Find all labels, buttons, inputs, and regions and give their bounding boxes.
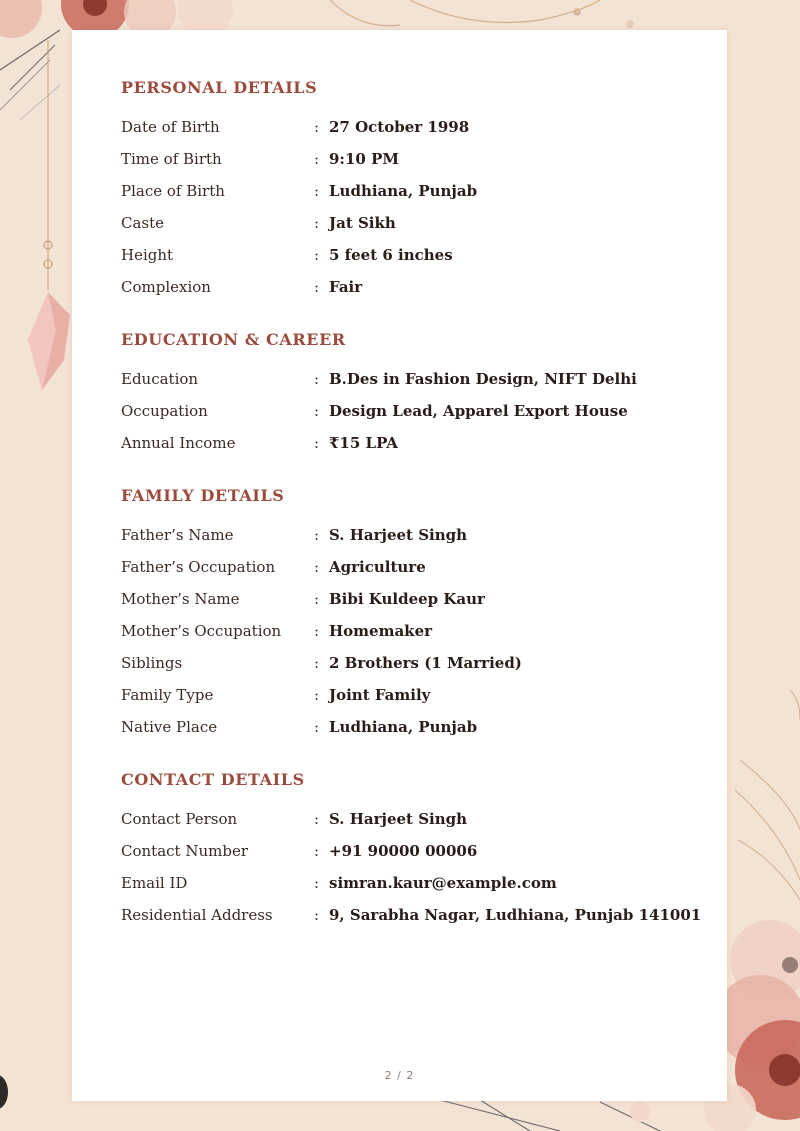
detail-label: Contact Number <box>121 842 248 860</box>
detail-value: Bibi Kuldeep Kaur <box>329 590 485 608</box>
section-title-family-details: FAMILY DETAILS <box>121 486 285 505</box>
detail-separator: : <box>314 558 320 576</box>
detail-row-fathers-name <box>121 525 711 557</box>
section-title-education-career: EDUCATION & CAREER <box>121 330 346 349</box>
detail-label: Mother’s Occupation <box>121 622 282 640</box>
detail-label: Residential Address <box>121 906 273 924</box>
detail-separator: : <box>314 654 320 672</box>
detail-separator: : <box>314 842 320 860</box>
detail-label: Occupation <box>121 402 208 420</box>
section-title-personal-details: PERSONAL DETAILS <box>121 78 318 97</box>
detail-label: Father’s Name <box>121 526 234 544</box>
detail-value: Design Lead, Apparel Export House <box>329 402 628 420</box>
detail-value: Jat Sikh <box>329 214 396 232</box>
page-number: 2 / 2 <box>384 1069 415 1082</box>
detail-row-occupation <box>121 401 711 433</box>
detail-value: 9, Sarabha Nagar, Ludhiana, Punjab 141001 <box>329 906 702 924</box>
detail-row-time-of-birth <box>121 149 711 181</box>
contact-details-list <box>121 809 711 937</box>
biodata-page <box>72 30 727 1101</box>
detail-row-height <box>121 245 711 277</box>
detail-label: Native Place <box>121 718 218 736</box>
detail-value: ₹15 LPA <box>329 434 398 452</box>
detail-row-mothers-occupation <box>121 621 711 653</box>
detail-value: 2 Brothers (1 Married) <box>329 654 522 672</box>
hanging-crystal-icon <box>28 40 70 390</box>
detail-label: Annual Income <box>121 434 236 452</box>
section-title-contact-details: CONTACT DETAILS <box>121 770 305 789</box>
detail-row-mothers-name <box>121 589 711 621</box>
detail-separator: : <box>314 686 320 704</box>
detail-separator: : <box>314 246 320 264</box>
detail-row-native-place <box>121 717 711 749</box>
detail-separator: : <box>314 402 320 420</box>
detail-label: Caste <box>121 214 165 232</box>
detail-row-family-type <box>121 685 711 717</box>
detail-label: Family Type <box>121 686 214 704</box>
detail-value: simran.kaur@example.com <box>329 874 557 892</box>
detail-value: 9:10 PM <box>329 150 399 168</box>
detail-value: Joint Family <box>329 686 431 704</box>
gold-leaf-lines <box>735 690 800 900</box>
detail-label: Email ID <box>121 874 188 892</box>
detail-label: Date of Birth <box>121 118 220 136</box>
detail-value: Homemaker <box>329 622 433 640</box>
detail-separator: : <box>314 182 320 200</box>
education-career-list <box>121 369 711 465</box>
detail-row-place-of-birth <box>121 181 711 213</box>
detail-separator: : <box>314 718 320 736</box>
detail-row-residential-address <box>121 905 711 937</box>
detail-separator: : <box>314 622 320 640</box>
detail-label: Complexion <box>121 278 211 296</box>
family-details-list <box>121 525 711 749</box>
detail-value: Ludhiana, Punjab <box>329 718 478 736</box>
detail-label: Time of Birth <box>121 150 222 168</box>
detail-value: Fair <box>329 278 363 296</box>
bottom-branches <box>440 1100 660 1131</box>
detail-label: Height <box>121 246 174 264</box>
detail-row-caste <box>121 213 711 245</box>
detail-label: Place of Birth <box>121 182 225 200</box>
detail-value: Ludhiana, Punjab <box>329 182 478 200</box>
detail-separator: : <box>314 118 320 136</box>
detail-label: Siblings <box>121 654 183 672</box>
detail-separator: : <box>314 278 320 296</box>
detail-row-fathers-occupation <box>121 557 711 589</box>
personal-details-list <box>121 117 711 309</box>
detail-label: Mother’s Name <box>121 590 240 608</box>
detail-label: Father’s Occupation <box>121 558 276 576</box>
detail-row-contact-number <box>121 841 711 873</box>
detail-value: B.Des in Fashion Design, NIFT Delhi <box>329 370 637 388</box>
detail-value: +91 90000 00006 <box>329 842 478 860</box>
detail-row-complexion <box>121 277 711 309</box>
detail-separator: : <box>314 810 320 828</box>
detail-row-annual-income <box>121 433 711 465</box>
detail-label: Education <box>121 370 199 388</box>
detail-value: 5 feet 6 inches <box>329 246 453 264</box>
detail-separator: : <box>314 370 320 388</box>
detail-separator: : <box>314 214 320 232</box>
detail-separator: : <box>314 150 320 168</box>
detail-separator: : <box>314 874 320 892</box>
detail-row-contact-person <box>121 809 711 841</box>
detail-value: Agriculture <box>329 558 426 576</box>
detail-row-education <box>121 369 711 401</box>
gold-orbit-lines <box>330 0 634 28</box>
detail-row-email-id <box>121 873 711 905</box>
detail-value: S. Harjeet Singh <box>329 526 468 544</box>
detail-separator: : <box>314 906 320 924</box>
detail-separator: : <box>314 526 320 544</box>
detail-row-date-of-birth <box>121 117 711 149</box>
detail-value: S. Harjeet Singh <box>329 810 468 828</box>
detail-row-siblings <box>121 653 711 685</box>
detail-separator: : <box>314 590 320 608</box>
detail-label: Contact Person <box>121 810 238 828</box>
detail-separator: : <box>314 434 320 452</box>
detail-value: 27 October 1998 <box>329 118 470 136</box>
